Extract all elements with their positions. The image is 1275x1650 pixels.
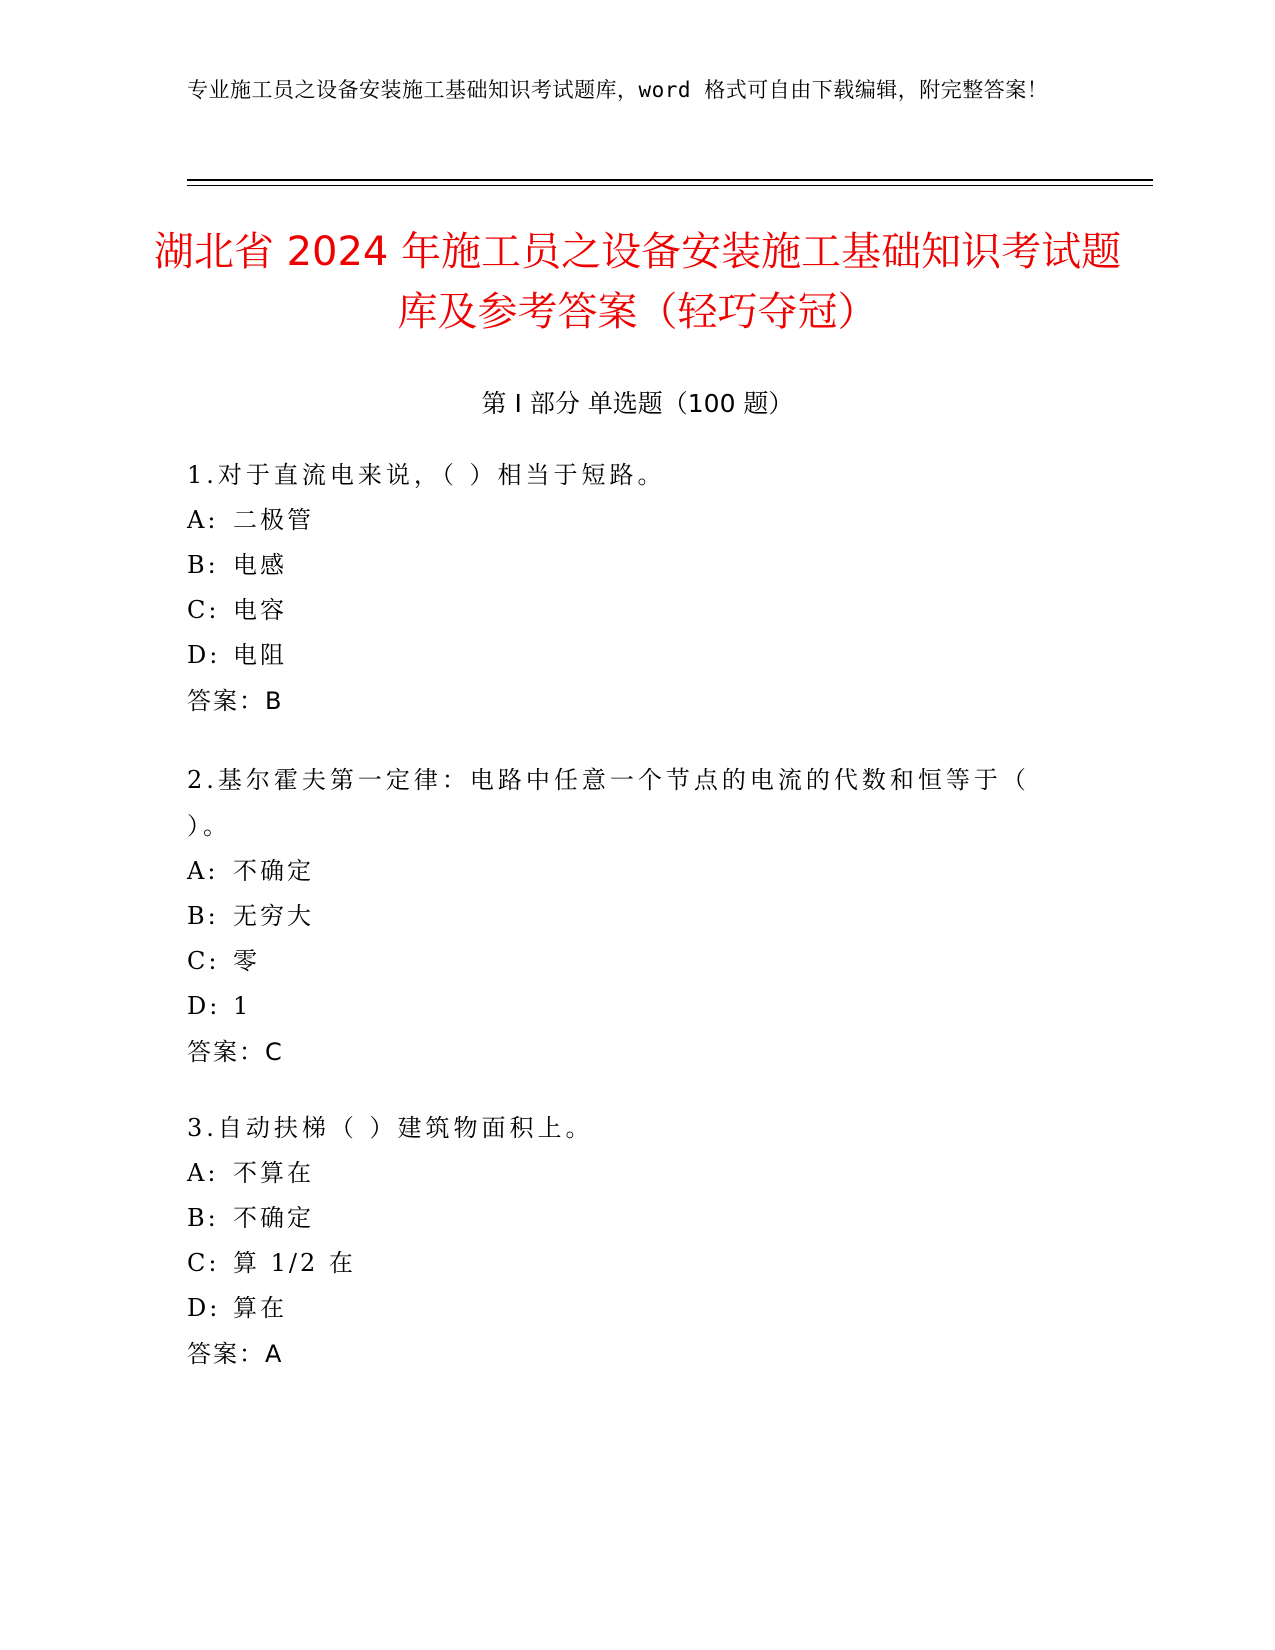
option-text: 不确定 — [233, 857, 314, 885]
option-b — [187, 543, 1067, 588]
option-text: 算 1/2 在 — [233, 1249, 356, 1277]
answer-line: 答案：B — [187, 687, 284, 715]
header-rule-thin — [187, 185, 1153, 186]
option-text: 算在 — [233, 1294, 287, 1322]
option-a — [187, 1151, 1067, 1196]
option-letter: B: — [187, 1204, 219, 1232]
option-text: 电阻 — [233, 641, 287, 669]
option-text: 无穷大 — [233, 902, 314, 930]
option-letter: A: — [187, 506, 219, 534]
option-text: 电容 — [233, 596, 287, 624]
header-note: 专业施工员之设备安装施工基础知识考试题库，word 格式可自由下载编辑，附完整答案！ — [187, 78, 1049, 102]
section-heading: 第 I 部分 单选题（100 题） — [481, 389, 794, 418]
question-block — [187, 452, 1067, 724]
header-rule-thick — [187, 179, 1153, 181]
option-text: 不算在 — [233, 1159, 314, 1187]
option-text: 零 — [233, 947, 260, 975]
option-c — [187, 1241, 1067, 1286]
question-stem: 2.基尔霍夫第一定律：电路中任意一个节点的电流的代数和恒等于（ ）。 — [187, 766, 1030, 840]
option-c — [187, 588, 1067, 633]
document-title: 湖北省 2024 年施工员之设备安装施工基础知识考试题库及参考答案（轻巧夺冠） — [153, 229, 1122, 335]
option-letter: C: — [187, 596, 220, 624]
option-text: 二极管 — [233, 506, 314, 534]
option-text: 电感 — [233, 551, 287, 579]
option-letter: B: — [187, 551, 219, 579]
option-c — [187, 939, 1067, 984]
question-block — [187, 757, 1067, 1075]
option-letter: C: — [187, 1249, 220, 1277]
option-letter: D: — [187, 641, 221, 669]
option-letter: D: — [187, 992, 221, 1020]
option-letter: C: — [187, 947, 220, 975]
option-text: 不确定 — [233, 1204, 314, 1232]
answer-line: 答案：A — [187, 1340, 284, 1368]
option-letter: A: — [187, 857, 219, 885]
answer-line: 答案：C — [187, 1038, 284, 1066]
question-stem: 1.对于直流电来说，（ ）相当于短路。 — [187, 461, 666, 489]
question-stem: 3.自动扶梯（ ）建筑物面积上。 — [187, 1114, 594, 1142]
option-a — [187, 849, 1067, 894]
option-a — [187, 498, 1067, 543]
option-letter: A: — [187, 1159, 219, 1187]
question-block — [187, 1105, 1067, 1377]
option-d — [187, 633, 1067, 678]
option-b — [187, 1196, 1067, 1241]
option-letter: D: — [187, 1294, 221, 1322]
option-d — [187, 984, 1067, 1029]
option-d — [187, 1286, 1067, 1331]
option-b — [187, 894, 1067, 939]
option-letter: B: — [187, 902, 219, 930]
option-text: 1 — [233, 992, 252, 1020]
